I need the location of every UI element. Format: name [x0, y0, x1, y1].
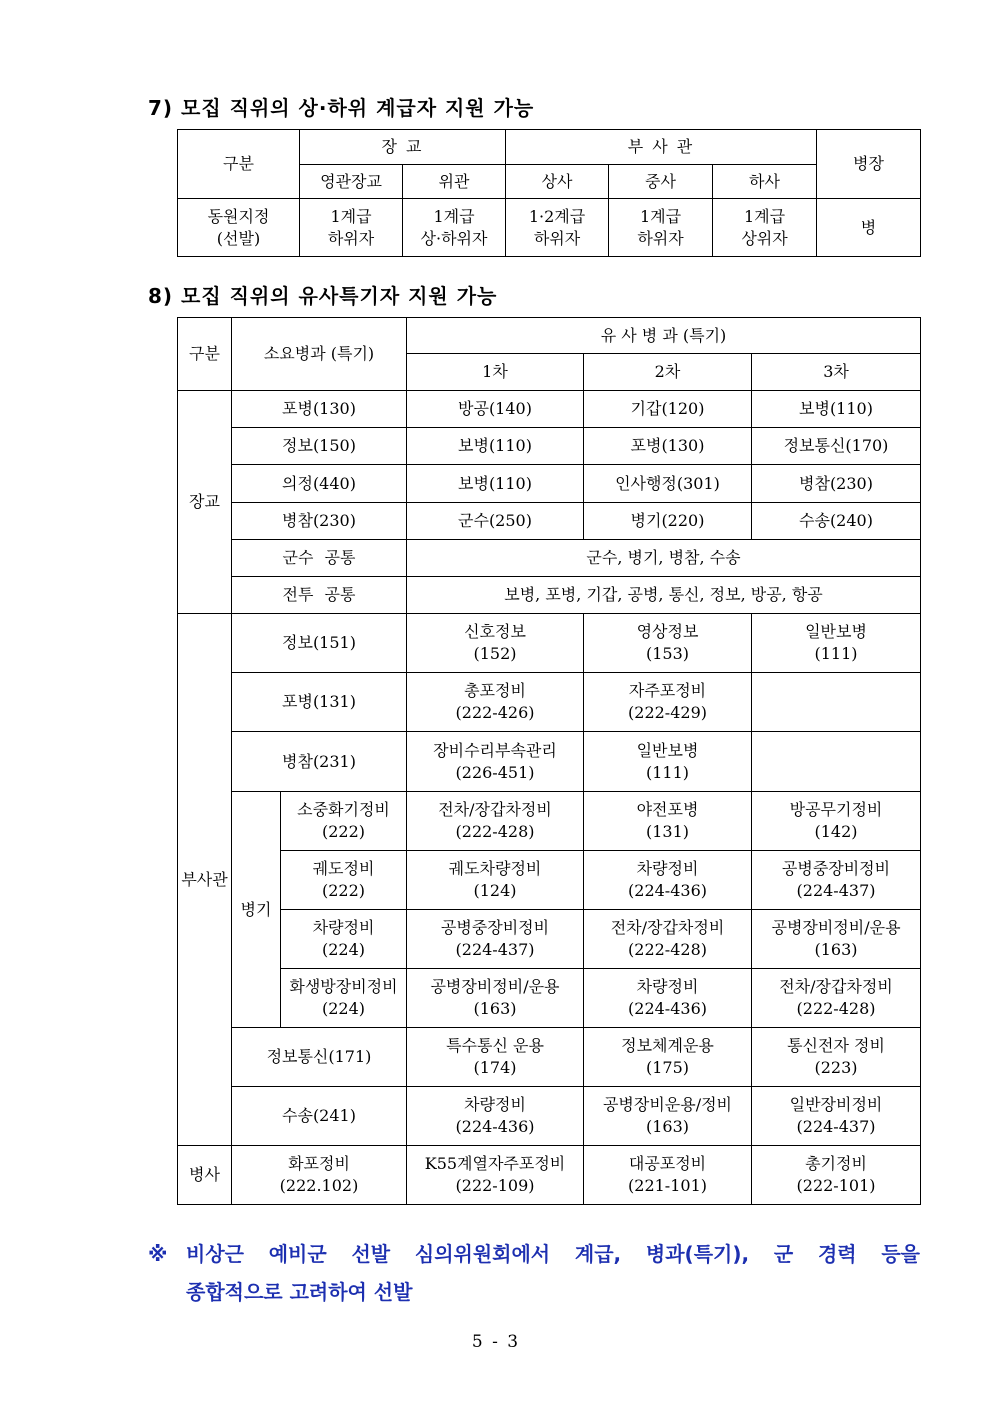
rank-sub-header: 중사	[609, 165, 713, 199]
rank-cell: 1계급 하위자	[609, 199, 713, 257]
rank-cell: 1계급 상위자	[713, 199, 817, 257]
rank-header-janggyo: 장 교	[300, 130, 506, 165]
similar-2nd: 인사행정(301)	[584, 465, 752, 503]
similar-3rd: 병참(230)	[752, 465, 921, 503]
section7-heading: 7) 모집 직위의 상·하위 계급자 지원 가능	[148, 96, 535, 120]
required-specialty: 정보(151)	[232, 614, 407, 673]
rank-cell: 1계급 하위자	[300, 199, 403, 257]
rank-sub-header: 영관장교	[300, 165, 403, 199]
rank-cell: 병	[817, 199, 921, 257]
similar-common: 보병, 포병, 기갑, 공병, 통신, 정보, 방공, 항공	[407, 577, 921, 614]
similar-2nd: 영상정보 (153)	[584, 614, 752, 673]
spec-header-soyo: 소요병과 (특기)	[232, 318, 407, 391]
required-specialty: 정보통신(171)	[232, 1028, 407, 1087]
similar-3rd: 수송(240)	[752, 503, 921, 540]
similar-2nd: 병기(220)	[584, 503, 752, 540]
similar-3rd: 공병장비정비/운용 (163)	[752, 910, 921, 969]
group-janggyo: 장교	[178, 391, 232, 614]
required-specialty: 화생방장비정비 (224)	[281, 969, 407, 1028]
note-line-2: 종합적으로 고려하여 선발	[186, 1280, 413, 1304]
similar-1st: 장비수리부속관리 (226-451)	[407, 732, 584, 792]
rank-row-label: 동원지정 (선발)	[178, 199, 300, 257]
required-specialty: 병참(230)	[232, 503, 407, 540]
similar-2nd: 야전포병 (131)	[584, 792, 752, 851]
similar-2nd: 정보체계운용 (175)	[584, 1028, 752, 1087]
similar-2nd: 차량정비 (224-436)	[584, 969, 752, 1028]
required-specialty: 수송(241)	[232, 1087, 407, 1146]
similar-1st: 특수통신 운용 (174)	[407, 1028, 584, 1087]
section8-heading: 8) 모집 직위의 유사특기자 지원 가능	[148, 284, 498, 308]
rank-cell: 1계급 상·하위자	[403, 199, 506, 257]
group-byeonggi: 병기	[232, 792, 281, 1028]
similar-3rd: 보병(110)	[752, 391, 921, 428]
rank-header-gubun: 구분	[178, 130, 300, 199]
similar-common: 군수, 병기, 병참, 수송	[407, 540, 921, 577]
similar-1st: 차량정비 (224-436)	[407, 1087, 584, 1146]
required-specialty: 전투 공통	[232, 577, 407, 614]
rank-sub-header: 하사	[713, 165, 817, 199]
similar-3rd: 일반장비정비 (224-437)	[752, 1087, 921, 1146]
similar-2nd: 공병장비운용/정비 (163)	[584, 1087, 752, 1146]
required-specialty: 포병(130)	[232, 391, 407, 428]
spec-header-yusa: 유 사 병 과 (특기)	[407, 318, 921, 354]
similar-3rd: 전차/장갑차정비 (222-428)	[752, 969, 921, 1028]
group-busagwan: 부사관	[178, 614, 232, 1146]
similar-1st: 방공(140)	[407, 391, 584, 428]
similar-1st: 보병(110)	[407, 428, 584, 465]
similar-3rd: 통신전자 정비 (223)	[752, 1028, 921, 1087]
similar-2nd: 전차/장갑차정비 (222-428)	[584, 910, 752, 969]
similar-2nd: 자주포정비 (222-429)	[584, 673, 752, 732]
similar-1st: 공병중장비정비 (224-437)	[407, 910, 584, 969]
similar-1st: 전차/장갑차정비 (222-428)	[407, 792, 584, 851]
required-specialty: 궤도정비 (222)	[281, 851, 407, 910]
group-byeongsa: 병사	[178, 1146, 232, 1205]
similar-1st: 보병(110)	[407, 465, 584, 503]
page-number: 5 - 3	[471, 1332, 521, 1352]
similar-2nd: 일반보병 (111)	[584, 732, 752, 792]
similar-2nd: 포병(130)	[584, 428, 752, 465]
similar-1st: 신호정보 (152)	[407, 614, 584, 673]
similar-1st: K55계열자주포정비 (222-109)	[407, 1146, 584, 1205]
rank-sub-header: 위관	[403, 165, 506, 199]
specialty-table	[177, 317, 921, 1205]
required-specialty: 병참(231)	[232, 732, 407, 792]
similar-1st: 군수(250)	[407, 503, 584, 540]
rank-header-busagwan: 부 사 관	[506, 130, 817, 165]
spec-header-order: 2차	[584, 354, 752, 391]
required-specialty: 화포정비 (222.102)	[232, 1146, 407, 1205]
required-specialty: 소중화기정비 (222)	[281, 792, 407, 851]
note-line-1: 비상근 예비군 선발 심의위원회에서 계급, 병과(특기), 군 경력 등을	[186, 1242, 920, 1266]
rank-sub-header: 상사	[506, 165, 609, 199]
similar-3rd: 정보통신(170)	[752, 428, 921, 465]
similar-3rd: 총기정비 (222-101)	[752, 1146, 921, 1205]
required-specialty: 군수 공통	[232, 540, 407, 577]
similar-1st: 총포정비 (222-426)	[407, 673, 584, 732]
required-specialty: 차량정비 (224)	[281, 910, 407, 969]
similar-1st: 궤도차량정비 (124)	[407, 851, 584, 910]
spec-header-order: 3차	[752, 354, 921, 391]
spec-header-gubun: 구분	[178, 318, 232, 391]
note-mark: ※	[148, 1242, 168, 1266]
similar-3rd: 일반보병 (111)	[752, 614, 921, 673]
similar-3rd	[752, 673, 921, 732]
required-specialty: 정보(150)	[232, 428, 407, 465]
selection-note	[148, 1235, 920, 1315]
required-specialty: 포병(131)	[232, 673, 407, 732]
spec-header-order: 1차	[407, 354, 584, 391]
rank-table	[177, 129, 921, 257]
similar-1st: 공병장비정비/운용 (163)	[407, 969, 584, 1028]
similar-3rd: 공병중장비정비 (224-437)	[752, 851, 921, 910]
required-specialty: 의정(440)	[232, 465, 407, 503]
similar-2nd: 차량정비 (224-436)	[584, 851, 752, 910]
similar-3rd: 방공무기정비 (142)	[752, 792, 921, 851]
similar-2nd: 대공포정비 (221-101)	[584, 1146, 752, 1205]
rank-header-byeongjang: 병장	[817, 130, 921, 199]
similar-3rd	[752, 732, 921, 792]
similar-2nd: 기갑(120)	[584, 391, 752, 428]
rank-cell: 1·2계급 하위자	[506, 199, 609, 257]
